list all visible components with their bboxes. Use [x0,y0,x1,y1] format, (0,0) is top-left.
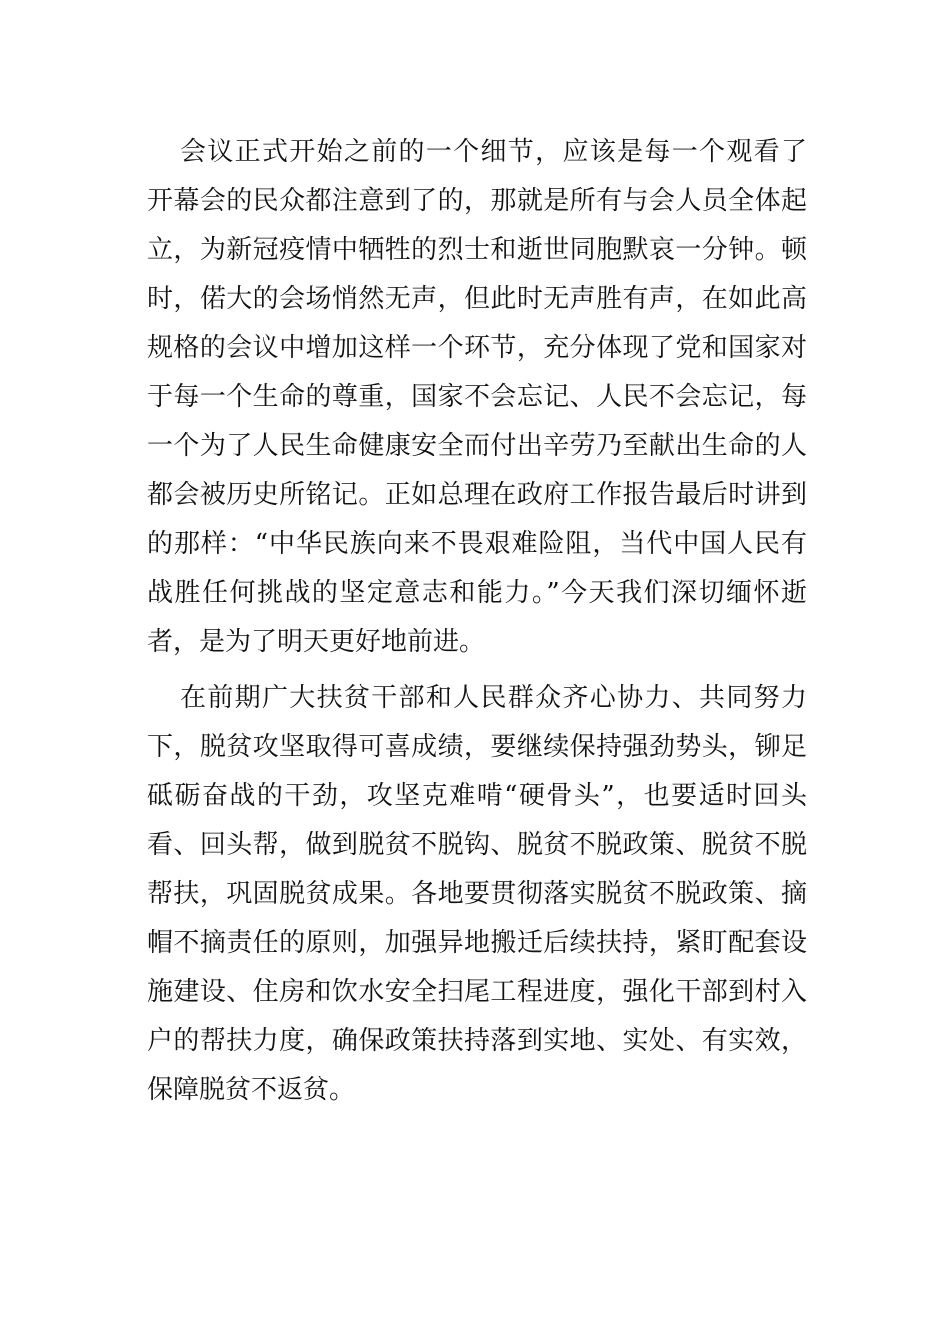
paragraph-1-line-10: 战胜任何挑战的坚定意志和能力。”今天我们深切缅怀逝 [147,578,807,608]
paragraph-1-line-8: 都会被历史所铭记。正如总理在政府工作报告最后时讲到 [147,480,807,510]
paragraph-1-line-11: 者，是为了明天更好地前进。 [147,627,486,657]
paragraph-2-line-2: 下，脱贫攻坚取得可喜成绩，要继续保持强劲势头，铆足 [147,732,807,762]
paragraph-1-line-9: 的那样：“中华民族向来不畏艰难险阻，当代中国人民有 [147,529,807,559]
paragraph-1-line-1: 会议正式开始之前的一个细节，应该是每一个观看了 [180,137,807,167]
paragraph-2-line-4: 看、回头帮，做到脱贫不脱钩、脱贫不脱政策、脱贫不脱 [147,830,807,860]
paragraph-1-line-2: 开幕会的民众都注意到了的，那就是所有与会人员全体起 [147,186,807,216]
paragraph-2-line-7: 施建设、住房和饮水安全扫尾工程进度，强化干部到村入 [147,977,807,1007]
paragraph-1-line-7: 一个为了人民生命健康安全而付出辛劳乃至献出生命的人 [147,431,807,461]
paragraph-2-line-3: 砥砺奋战的干劲，攻坚克难啃“硬骨头”，也要适时回头 [147,781,807,811]
paragraph-2-line-5: 帮扶，巩固脱贫成果。各地要贯彻落实脱贫不脱政策、摘 [147,879,807,909]
paragraph-2-line-8: 户的帮扶力度，确保政策扶持落到实地、实处、有实效， [147,1026,807,1056]
paragraph-1-line-4: 时，偌大的会场悄然无声，但此时无声胜有声，在如此高 [147,284,807,314]
paragraph-2-line-6: 帽不摘责任的原则，加强异地搬迁后续扶持，紧盯配套设 [147,928,807,958]
paragraph-2-line-9: 保障脱贫不返贫。 [147,1075,356,1105]
paragraph-1-line-5: 规格的会议中增加这样一个环节，充分体现了党和国家对 [147,333,807,363]
paragraph-1-line-3: 立，为新冠疫情中牺牲的烈士和逝世同胞默哀一分钟。顿 [147,235,807,265]
paragraph-2-line-1: 在前期广大扶贫干部和人民群众齐心协力、共同努力 [180,683,807,713]
paragraph-1-line-6: 于每一个生命的尊重，国家不会忘记、人民不会忘记，每 [147,382,807,412]
